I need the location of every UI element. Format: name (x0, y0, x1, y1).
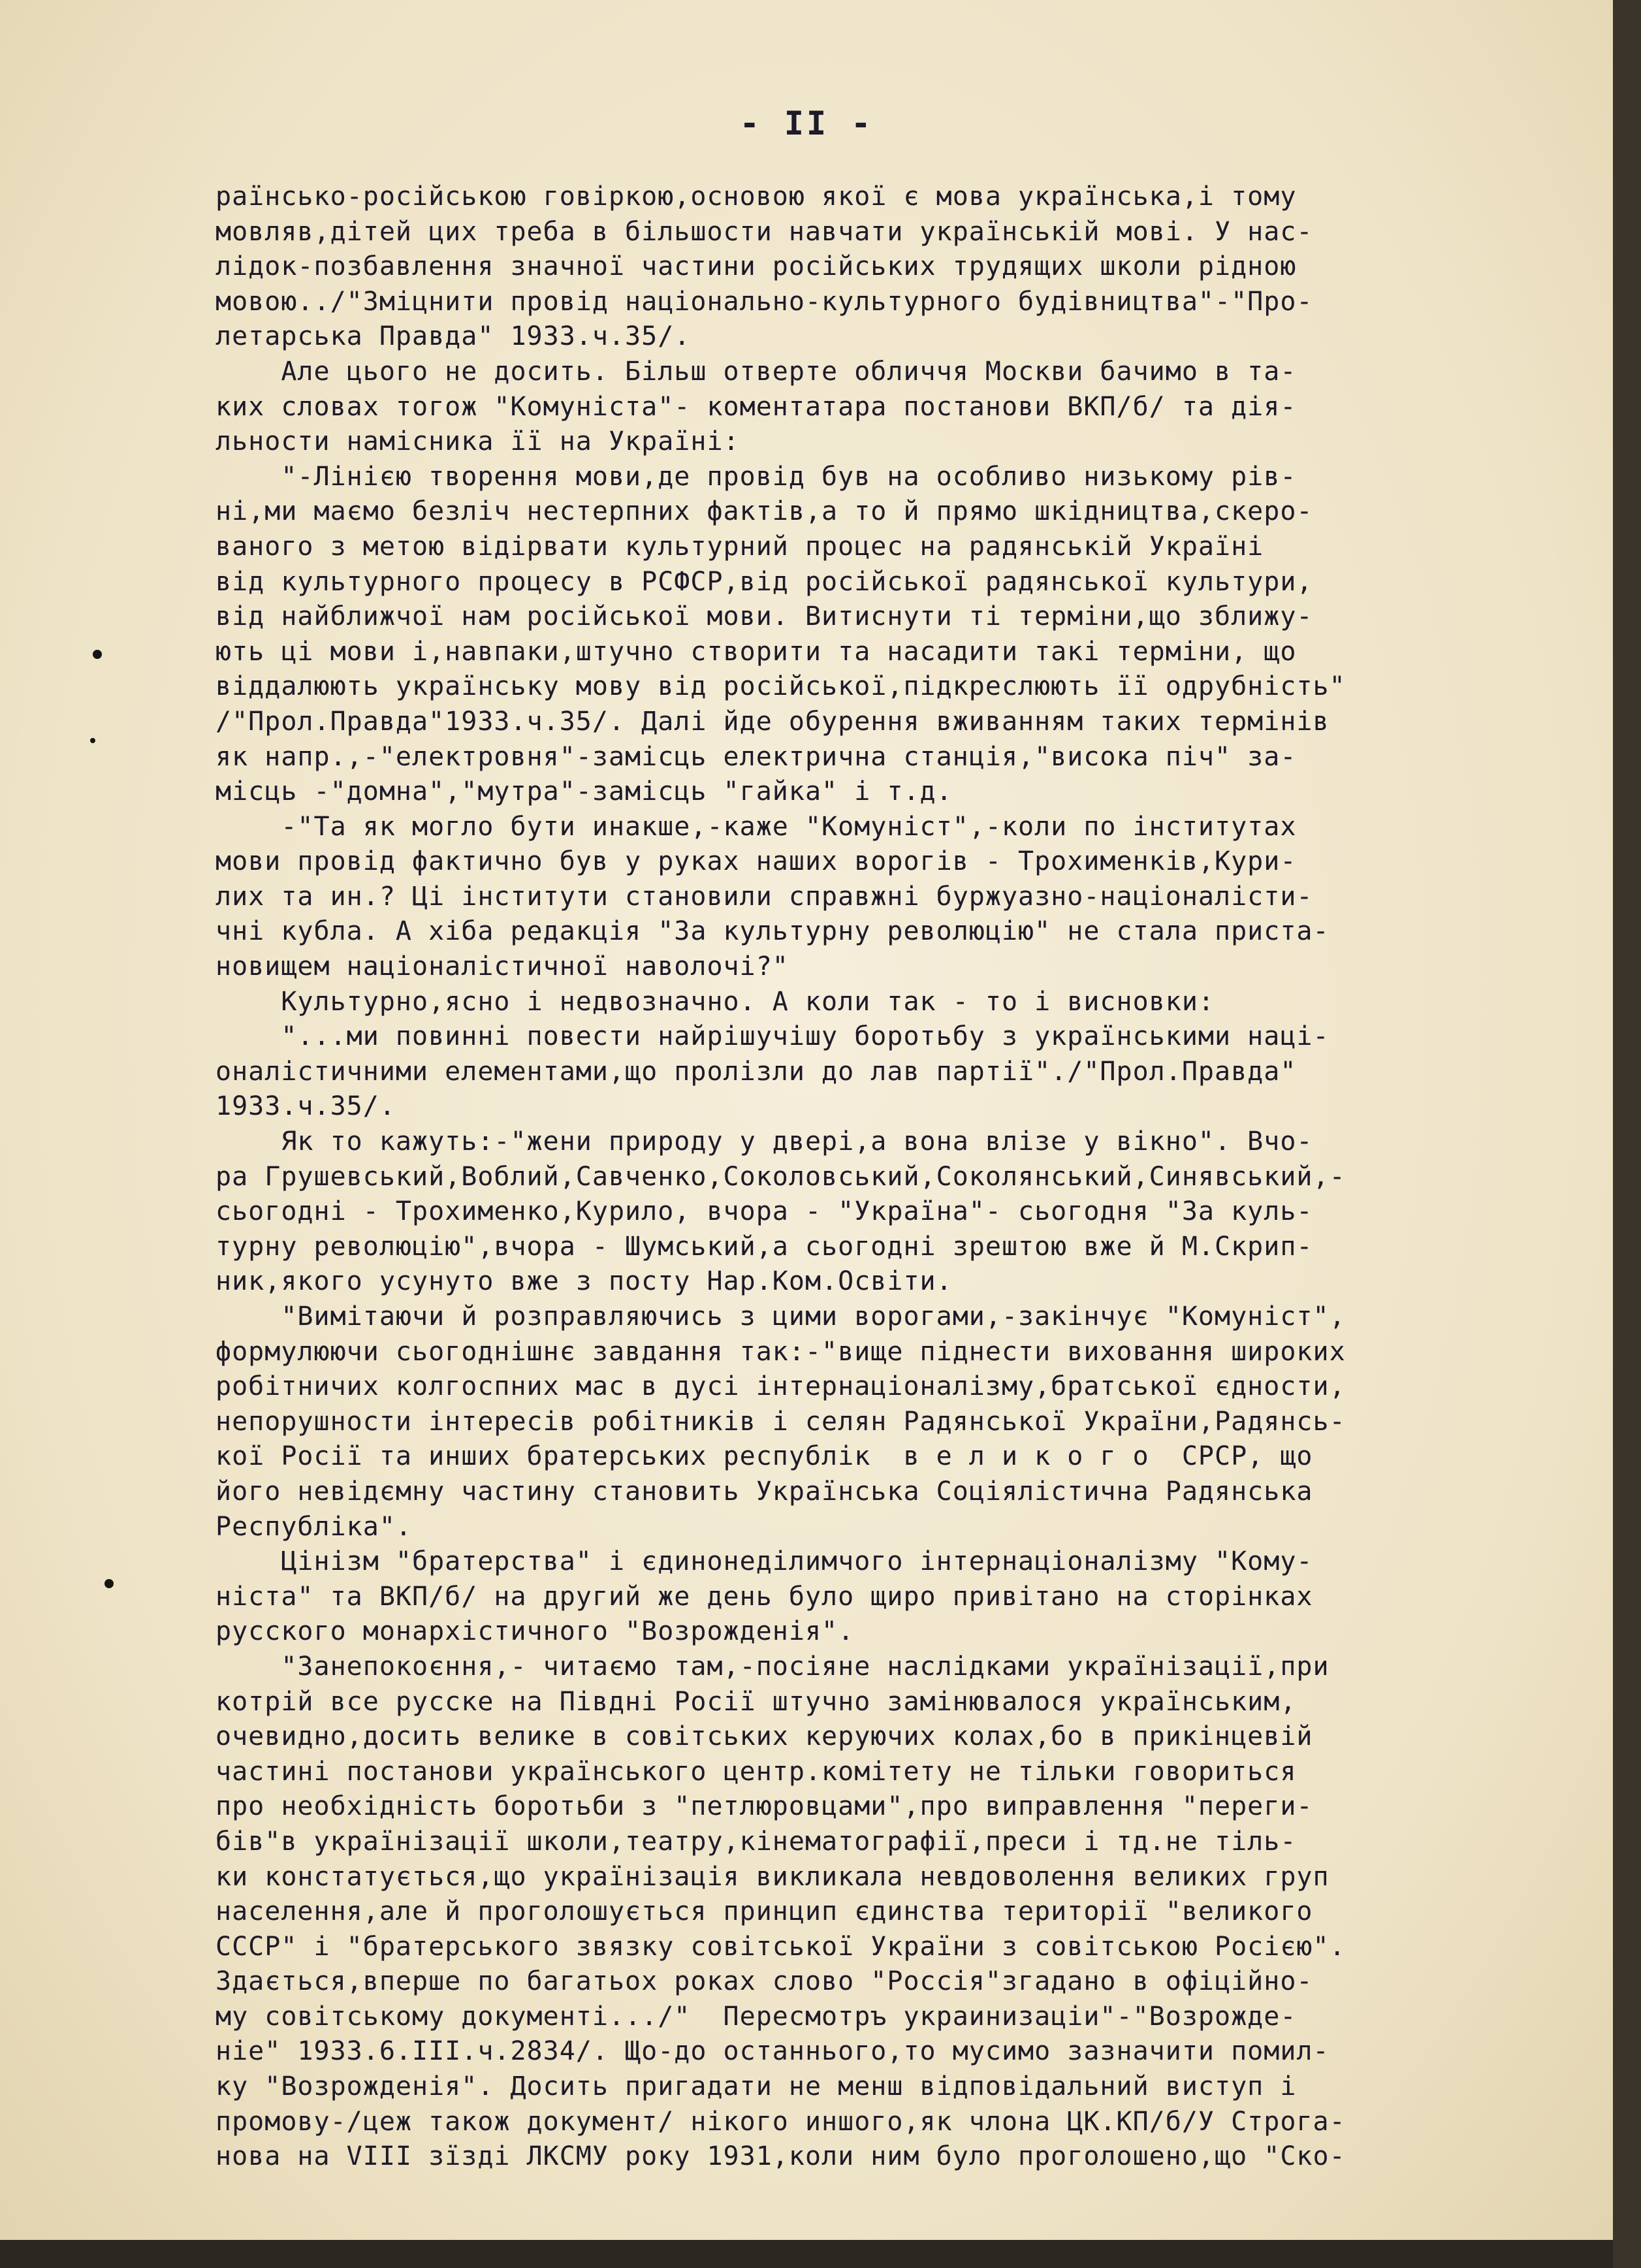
text-line: Здається,вперше по багатьох роках слово "Россія"згадано в офіційно- (215, 1966, 1313, 1997)
text-line: Республіка". (215, 1511, 412, 1542)
text-line: мовляв,дітей цих треба в більшости навчати українській мові. У нас- (215, 216, 1313, 247)
page-number: - II - (739, 104, 874, 142)
text-line: частині постанови українського центр.комітету не тільки говориться (215, 1756, 1297, 1787)
text-line: "...ми повинні повести найрішучішу боротьбу з українськими наці- (215, 1021, 1330, 1052)
margin-dot (104, 1579, 114, 1588)
text-line: промову-/цеж також документ/ нікого иншого,як члона ЦК.КП/б/У Строга- (215, 2106, 1346, 2137)
text-line: ки констатується,що українізація викликала невдоволення великих груп (215, 1861, 1330, 1892)
text-line: /"Прол.Правда"1933.ч.35/. Далі йде обурення вживанням таких термінів (215, 706, 1330, 737)
text-line: -"Та як могло бути инакше,-каже "Комуніст",-коли по інститутах (215, 811, 1297, 842)
text-line: "-Лінією творення мови,де провід був на особливо низькому рів- (215, 461, 1297, 492)
text-line: очевидно,досить велике в совітських керуючих колах,бо в прикінцевій (215, 1721, 1313, 1752)
text-line: "Вимітаючи й розправляючись з цими ворогами,-закінчує "Комуніст", (215, 1302, 1346, 1332)
text-line: як напр.,-"електровня"-замісць електрична станція,"висока піч" за- (215, 741, 1297, 772)
text-line: котрій все русске на Півдні Росії штучно замінювалося українським, (215, 1686, 1297, 1717)
text-line: формулюючи сьогоднішнє завдання так:-"вище піднести виховання широких (215, 1336, 1346, 1367)
text-line: 1933.ч.35/. (215, 1091, 396, 1122)
text-line: Але цього не досить. Більш отверте обличчя Москви бачимо в та- (215, 356, 1297, 387)
text-line: від культурного процесу в РСФСР,від російської радянської культури, (215, 566, 1313, 597)
text-line: новищем націоналістичної наволочі?" (215, 951, 789, 982)
text-line: нова на VIII зїзді ЛКСМУ року 1931,коли ним було проголошено,що "Ско- (215, 2141, 1346, 2172)
text-line: місць -"домна","мутра"-замісць "гайка" і т.д. (215, 776, 953, 807)
text-line: оналістичними елементами,що пролізли до лав партії"./"Прол.Правда" (215, 1056, 1297, 1087)
text-line: летарська Правда" 1933.ч.35/. (215, 321, 691, 352)
text-line: русского монархістичного "Возрожденія". (215, 1616, 855, 1647)
text-line: му совітському документі.../" Пересмотръ украинизаціи"-"Возрожде- (215, 2001, 1297, 2032)
text-line: турну революцію",вчора - Шумський,а сьогодні зрештою вже й М.Скрип- (215, 1231, 1313, 1262)
text-line: його невідємну частину становить Українська Соціялістична Радянська (215, 1476, 1313, 1507)
page-bottom-edge (0, 2240, 1613, 2268)
margin-dot (93, 650, 102, 659)
text-line: ють ці мови і,навпаки,штучно створити та насадити такі терміни, що (215, 636, 1297, 667)
text-line: ких словах тогож "Комуніста"- коментатара постанови ВКП/б/ та дія- (215, 391, 1297, 422)
text-line: ку "Возрожденія". Досить пригадати не менш відповідальний виступ і (215, 2071, 1297, 2102)
text-line: ніста" та ВКП/б/ на другий же день було щиро привітано на сторінках (215, 1581, 1313, 1612)
text-line: Як то кажуть:-"жени природу у двері,а вона влізе у вікно". Вчо- (215, 1126, 1313, 1157)
text-line: кої Росії та инших братерських республік в е л и к о г о СРСР, що (215, 1441, 1313, 1472)
text-line: непорушности інтересів робітників і селян Радянської України,Радянсь- (215, 1406, 1346, 1437)
text-line: лідок-позбавлення значної частини російських трудящих школи рідною (215, 251, 1297, 282)
text-line: ваного з метою відірвати культурний процес на радянській Україні (215, 531, 1264, 562)
text-line: ра Грушевський,Воблий,Савченко,Соколовський,Соколянський,Синявський,- (215, 1161, 1346, 1192)
text-line: бів"в українізації школи,театру,кінематографії,преси і тд.не тіль- (215, 1826, 1297, 1857)
text-line: мовою../"Зміцнити провід національно-культурного будівництва"-"Про- (215, 286, 1313, 317)
text-line: мови провід фактично був у руках наших ворогів - Трохименків,Кури- (215, 846, 1297, 877)
text-line: ник,якого усунуто вже з посту Нар.Ком.Освіти. (215, 1266, 953, 1297)
text-line: населення,але й проголошується принцип єдинства території "великого (215, 1896, 1313, 1927)
text-line: від найближчої нам російської мови. Витиснути ті терміни,що зближу- (215, 601, 1313, 632)
document-body (215, 180, 1548, 2175)
text-line: сьогодні - Трохименко,Курило, вчора - "Україна"- сьогодня "За куль- (215, 1196, 1313, 1227)
text-line: робітничих колгоспних мас в дусі інтернаціоналізму,братської єдности, (215, 1371, 1346, 1402)
text-line: Культурно,ясно і недвозначно. А коли так - то і висновки: (215, 986, 1215, 1017)
text-line: про необхідність боротьби з "петлюровцами",про виправлення "переги- (215, 1791, 1313, 1822)
page-edge (1613, 0, 1641, 2268)
text-line: лих та ин.? Ці інститути становили справжні буржуазно-націоналісти- (215, 881, 1313, 912)
text-line: віддалюють українську мову від російської,підкреслюють її одрубність" (215, 671, 1346, 702)
margin-dot (90, 738, 95, 743)
text-line: раїнсько-російською говіркою,основою якої є мова українська,і тому (215, 182, 1297, 212)
text-line: СССР" і "братерського звязку совітської України з совітською Росією". (215, 1931, 1346, 1962)
text-line: льности намісника її на Україні: (215, 426, 740, 457)
text-line: Цінізм "братерства" і єдинонеділимчого інтернаціоналізму "Кому- (215, 1546, 1313, 1577)
text-line: ні,ми маємо безліч нестерпних фактів,а то й прямо шкідництва,скеро- (215, 496, 1313, 527)
text-line: "Занепокоєння,- читаємо там,-посіяне наслідками українізації,при (215, 1651, 1330, 1682)
text-line: чні кубла. А хіба редакція "За культурну революцію" не стала приста- (215, 916, 1330, 947)
text-line: ніе" 1933.6.III.ч.2834/. Що-до останнього,то мусимо зазначити помил- (215, 2036, 1330, 2067)
